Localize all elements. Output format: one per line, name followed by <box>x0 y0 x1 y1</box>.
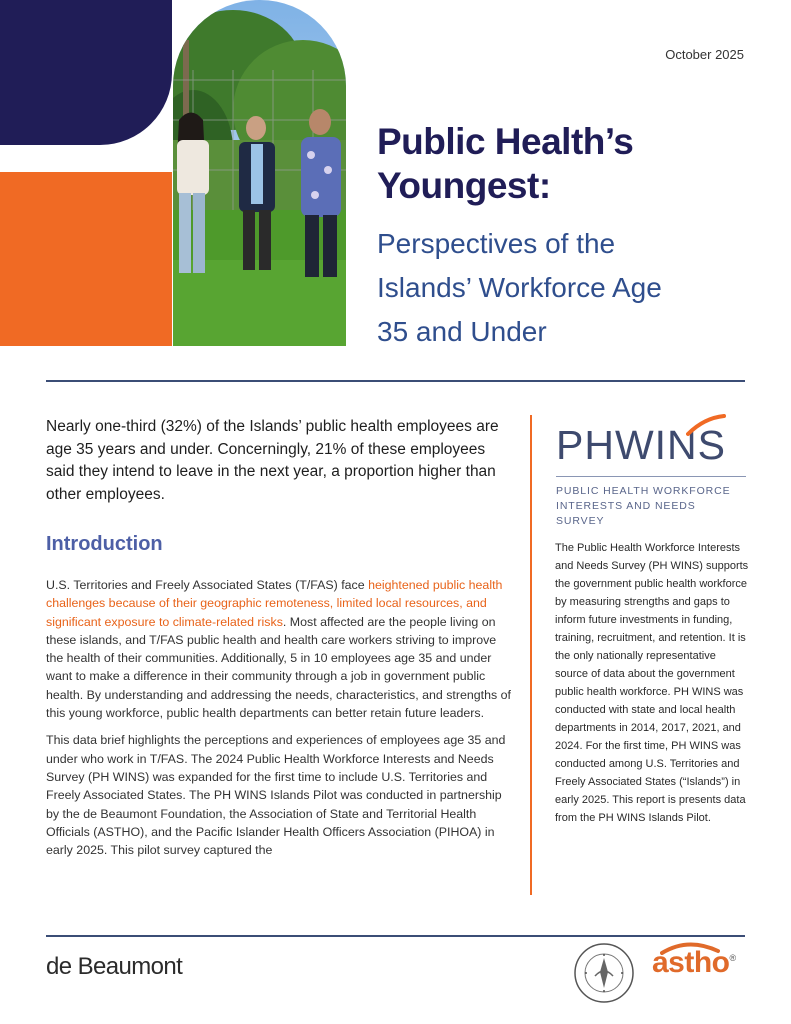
title-line-2: Youngest: <box>377 165 551 206</box>
paragraph-text: . Most affected are the people living on these islands, and T/FAS public health and health care workers striving to improve the health of their communities. Additionally, 5 in 10 employees age 35 and under want to make a difference in their community through a job in government public health. By understanding and addressing the needs, characteristics, and strengths of this young workforce, public health departments can better retain future leaders. <box>46 614 511 721</box>
sidebar-description: The Public Health Workforce Interests and Needs Survey (PH WINS) supports the government public health workforce by measuring strengths and gaps to inform future investments in funding, training, recruitment, and retention. It is the only nationally representative source of data about the government public health workforce. PH WINS was conducted with state and local health departments in 2014, 2017, 2021, and 2024. For the first time, PH WINS was conducted among U.S. Territories and Freely Associated States (“Islands”) in early 2025. This report is presents data from the PH WINS Islands Pilot. <box>555 542 749 824</box>
introduction-paragraph-1 <box>46 576 516 722</box>
header-divider <box>46 380 745 382</box>
lead-paragraph: Nearly one-third (32%) of the Islands’ public health employees are age 35 years and under. Concerningly, 21% of these employees said they intend to leave in the next year, a proportion higher than other employees. <box>46 418 499 503</box>
pihoa-seal-icon <box>573 942 635 1004</box>
cover-photo <box>173 0 346 346</box>
de-beaumont-logo: de Beaumont <box>46 953 183 980</box>
subtitle-line-2: Islands’ Workforce Age <box>377 272 662 303</box>
astho-wordmark: astho <box>652 946 730 979</box>
phwins-logo-wins: WINS <box>614 422 727 468</box>
astho-logo-text <box>652 946 736 980</box>
publication-date: October 2025 <box>665 47 744 62</box>
subtitle-line-1: Perspectives of the <box>377 228 616 259</box>
phwins-logo-ph: PH <box>556 422 615 468</box>
subtitle-line-3: 35 and Under <box>377 316 547 347</box>
navy-decorative-shape <box>0 0 172 145</box>
introduction-heading: Introduction <box>46 533 163 555</box>
orange-decorative-shape <box>0 172 172 346</box>
footer-divider <box>46 935 745 937</box>
phwins-rule <box>556 476 746 477</box>
swoosh-icon <box>686 414 726 438</box>
phwins-tagline <box>556 484 746 529</box>
highlighted-link-text[interactable]: heightened public health challenges because of their geographic remoteness, limited local resources, and significant exposure to climate-related risks <box>46 578 503 629</box>
phwins-tagline-line-2: INTERESTS AND NEEDS SURVEY <box>556 500 696 527</box>
introduction-body <box>46 576 516 868</box>
paragraph-text: U.S. Territories and Freely Associated States (T/FAS) face <box>46 578 369 592</box>
page-subtitle <box>377 222 757 354</box>
phwins-tagline-line-1: PUBLIC HEALTH WORKFORCE <box>556 485 731 497</box>
title-line-1: Public Health’s <box>377 121 634 162</box>
registered-mark: ® <box>729 953 736 963</box>
sidebar-divider <box>530 415 532 895</box>
phwins-logo <box>556 420 746 470</box>
page-title <box>377 120 757 208</box>
astho-logo <box>652 944 747 980</box>
phwins-logo-block <box>556 420 746 529</box>
introduction-paragraph-2: This data brief highlights the perceptions and experiences of employees age 35 and under who work in T/FAS. The 2024 Public Health Workforce Interests and Needs Survey (PH WINS) was expanded for the first time to include U.S. Territories and Freely Associated States. The PH WINS Islands Pilot was conducted in partnership by the de Beaumont Foundation, the Association of State and Territorial Health Officials (ASTHO), and the Pacific Islander Health Officers Association (PIHOA) in early 2025. This pilot survey captured the <box>46 733 506 858</box>
